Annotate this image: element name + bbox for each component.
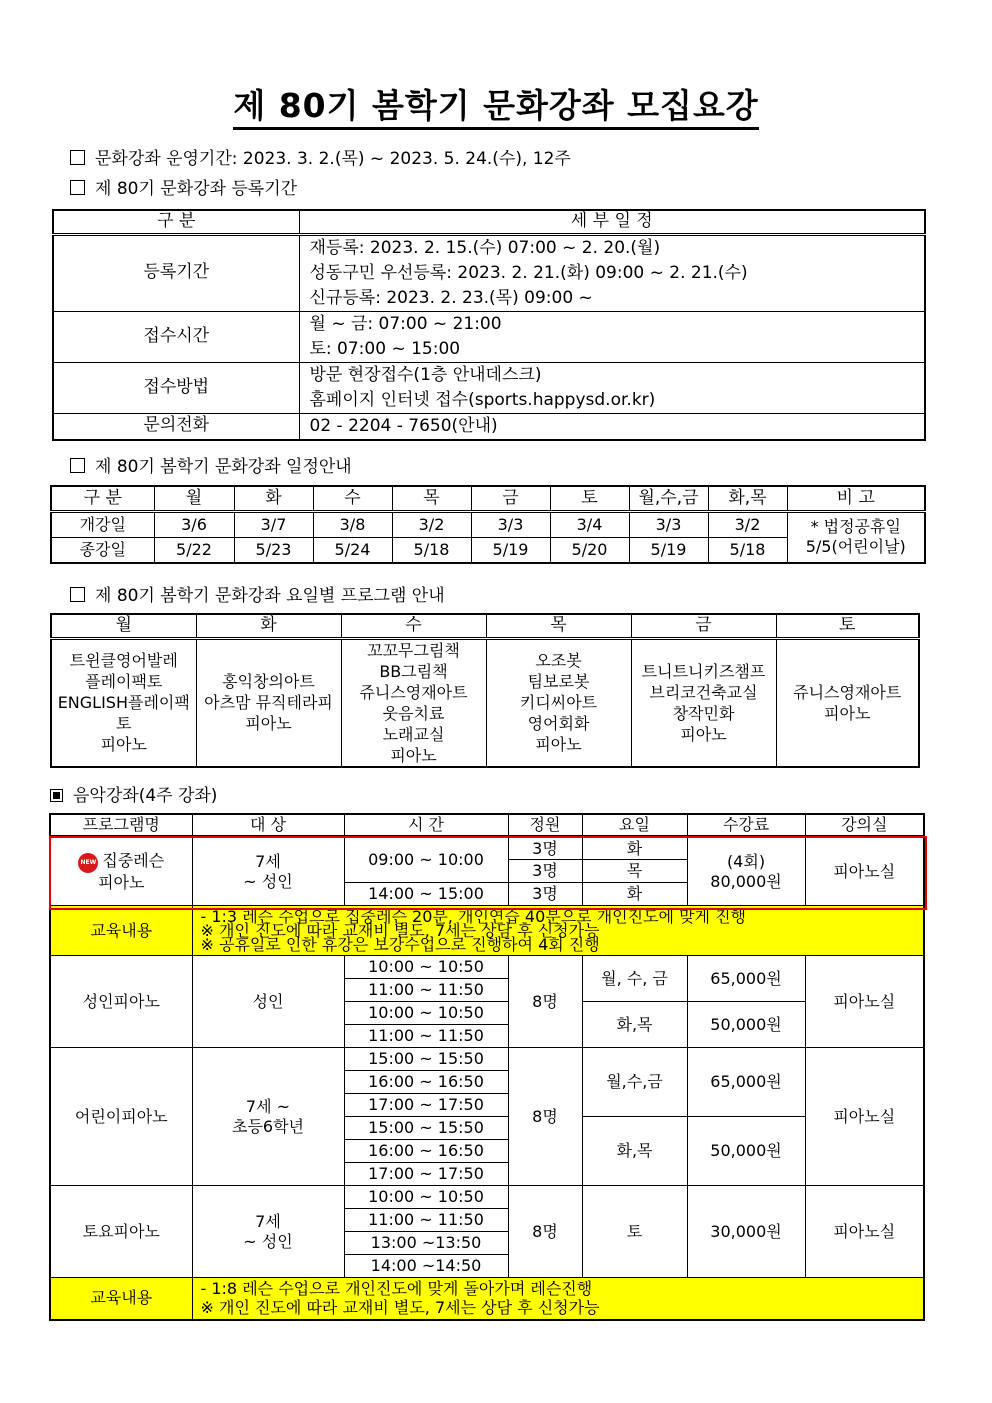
time-cell: 11:00 ~ 11:50: [344, 979, 508, 1002]
registration-heading: 제 80기 문화강좌 등록기간: [70, 174, 297, 199]
header-cell: 토: [550, 486, 629, 511]
row-label: 개강일: [51, 511, 154, 537]
reg-detail: 재등록: 2023. 2. 15.(수) 07:00 ~ 2. 20.(월) 성동구민 우선등록: 2023. 2. 21.(화) 09:00 ~ 2. 21.(수) 신규등록: 2023. 2. 23.(목) 09:00 ~: [299, 234, 925, 311]
header-cell: 화: [196, 614, 341, 638]
day-cell: 화: [582, 883, 687, 906]
row-label: 종강일: [51, 537, 154, 563]
checkbox-icon: [70, 150, 85, 165]
period-line: 문화강좌 운영기간: 2023. 3. 2.(목) ~ 2023. 5. 24.(수), 12주: [70, 144, 571, 169]
target-cell: 성인: [192, 956, 344, 1048]
date-cell: 3/3: [629, 511, 708, 537]
header-cell: 대 상: [192, 814, 344, 837]
header-cell: 시 간: [344, 814, 508, 837]
day-cell: 목: [582, 860, 687, 883]
header-cell: 목: [392, 486, 471, 511]
capacity-cell: 8명: [508, 1048, 582, 1186]
capacity-cell: 3명: [508, 860, 582, 883]
date-cell: 3/2: [392, 511, 471, 537]
program-cell: 트윈클영어발레 플레이팩토 ENGLISH플레이팩토 피아노: [51, 638, 196, 767]
room-cell: 피아노실: [805, 1048, 924, 1186]
header-cell: 강의실: [805, 814, 924, 837]
day-cell: 토: [582, 1186, 687, 1278]
reg-detail: 월 ~ 금: 07:00 ~ 21:00 토: 07:00 ~ 15:00: [299, 311, 925, 362]
registration-table: [52, 209, 926, 441]
time-cell: 15:00 ~ 15:50: [344, 1048, 508, 1071]
schedule-heading: 제 80기 봄학기 문화강좌 일정안내: [70, 452, 352, 477]
music-table: [49, 813, 925, 1321]
date-cell: 5/18: [708, 537, 787, 563]
time-cell: 09:00 ~ 10:00: [344, 837, 508, 883]
capacity-cell: 3명: [508, 837, 582, 860]
new-badge-icon: NEW: [78, 853, 98, 873]
program-name: 성인피아노: [50, 956, 192, 1048]
checkbox-icon: [70, 458, 85, 473]
day-cell: 화,목: [582, 1002, 687, 1048]
room-cell: 피아노실: [805, 837, 924, 906]
header-cell: 요일: [582, 814, 687, 837]
time-cell: 17:00 ~ 17:50: [344, 1094, 508, 1117]
schedule-table: [50, 485, 926, 564]
day-cell: 월,수,금: [582, 1048, 687, 1117]
time-cell: 15:00 ~ 15:50: [344, 1117, 508, 1140]
time-cell: 14:00 ~ 15:00: [344, 883, 508, 906]
music-heading: 음악강좌(4주 강좌): [50, 781, 217, 806]
reg-detail: 방문 현장접수(1층 안내데스크) 홈페이지 인터넷 접수(sports.happysd.or.kr): [299, 362, 925, 413]
time-cell: 10:00 ~ 10:50: [344, 1002, 508, 1025]
reg-label: 접수시간: [53, 311, 299, 362]
header-cell: 목: [486, 614, 631, 638]
header-cell: 구 분: [51, 486, 154, 511]
header-cell: 세 부 일 정: [299, 210, 925, 234]
program-name: 어린이피아노: [50, 1048, 192, 1186]
time-cell: 10:00 ~ 10:50: [344, 956, 508, 979]
filled-square-icon: [50, 789, 63, 802]
header-cell: 화,목: [708, 486, 787, 511]
header-cell: 금: [471, 486, 550, 511]
time-cell: 13:00 ~13:50: [344, 1232, 508, 1255]
date-cell: 5/19: [629, 537, 708, 563]
fee-cell: 50,000원: [687, 1117, 805, 1186]
time-cell: 16:00 ~ 16:50: [344, 1140, 508, 1163]
header-cell: 금: [631, 614, 776, 638]
date-cell: 5/20: [550, 537, 629, 563]
edu-label: 교육내용: [50, 906, 192, 956]
capacity-cell: 8명: [508, 1186, 582, 1278]
header-cell: 수: [341, 614, 486, 638]
header-cell: 월: [51, 614, 196, 638]
date-cell: 5/24: [313, 537, 392, 563]
time-cell: 14:00 ~14:50: [344, 1255, 508, 1278]
capacity-cell: 3명: [508, 883, 582, 906]
time-cell: 17:00 ~ 17:50: [344, 1163, 508, 1186]
fee-cell: (4회) 80,000원: [687, 837, 805, 906]
header-cell: 수강료: [687, 814, 805, 837]
reg-label: 등록기간: [53, 234, 299, 311]
target-cell: 7세 ~ 초등6학년: [192, 1048, 344, 1186]
program-name: NEW 집중레슨 피아노: [50, 837, 192, 906]
time-cell: 16:00 ~ 16:50: [344, 1071, 508, 1094]
date-cell: 3/4: [550, 511, 629, 537]
capacity-cell: 8명: [508, 956, 582, 1048]
reg-label: 접수방법: [53, 362, 299, 413]
date-cell: 5/23: [234, 537, 313, 563]
program-cell: 오조봇 팀보로봇 키디씨아트 영어회화 피아노: [486, 638, 631, 767]
target-cell: 7세 ~ 성인: [192, 1186, 344, 1278]
header-cell: 구 분: [53, 210, 299, 234]
reg-detail: 02 - 2204 - 7650(안내): [299, 413, 925, 440]
day-cell: 화,목: [582, 1117, 687, 1186]
header-cell: 월: [154, 486, 234, 511]
edu-label: 교육내용: [50, 1278, 192, 1320]
program-cell: 홍익창의아트 아츠맘 뮤직테라피 피아노: [196, 638, 341, 767]
program-table: [50, 613, 920, 768]
day-cell: 월, 수, 금: [582, 956, 687, 1002]
program-cell: 꼬꼬무그림책 BB그림책 쥬니스영재아트 웃음치료 노래교실 피아노: [341, 638, 486, 767]
time-cell: 11:00 ~ 11:50: [344, 1209, 508, 1232]
date-cell: 5/22: [154, 537, 234, 563]
edu-content: - 1:8 레슨 수업으로 개인진도에 맞게 돌아가며 레슨진행 ※ 개인 진도에 따라 교재비 별도, 7세는 상담 후 신청가능: [192, 1278, 924, 1320]
date-cell: 5/18: [392, 537, 471, 563]
program-name: 토요피아노: [50, 1186, 192, 1278]
date-cell: 3/2: [708, 511, 787, 537]
program-cell: 쥬니스영재아트 피아노: [776, 638, 919, 767]
fee-cell: 50,000원: [687, 1002, 805, 1048]
time-cell: 11:00 ~ 11:50: [344, 1025, 508, 1048]
reg-label: 문의전화: [53, 413, 299, 440]
date-cell: 3/7: [234, 511, 313, 537]
date-cell: 3/6: [154, 511, 234, 537]
checkbox-icon: [70, 587, 85, 602]
room-cell: 피아노실: [805, 956, 924, 1048]
header-cell: 토: [776, 614, 919, 638]
room-cell: 피아노실: [805, 1186, 924, 1278]
day-cell: 화: [582, 837, 687, 860]
date-cell: 5/19: [471, 537, 550, 563]
fee-cell: 65,000원: [687, 1048, 805, 1117]
header-cell: 정원: [508, 814, 582, 837]
date-cell: 3/8: [313, 511, 392, 537]
header-cell: 수: [313, 486, 392, 511]
fee-cell: 65,000원: [687, 956, 805, 1002]
header-cell: 화: [234, 486, 313, 511]
checkbox-icon: [70, 180, 85, 195]
target-cell: 7세 ~ 성인: [192, 837, 344, 906]
program-heading: 제 80기 봄학기 문화강좌 요일별 프로그램 안내: [70, 581, 445, 606]
header-cell: 프로그램명: [50, 814, 192, 837]
program-cell: 트니트니키즈챔프 브리코건축교실 창작민화 피아노: [631, 638, 776, 767]
date-cell: 3/3: [471, 511, 550, 537]
page-title: 제 80기 봄학기 문화강좌 모집요강: [0, 80, 992, 127]
fee-cell: 30,000원: [687, 1186, 805, 1278]
header-cell: 비 고: [787, 486, 925, 511]
edu-content: - 1:3 레슨 수업으로 집중레슨 20분, 개인연습 40분으로 개인진도에 맞게 진행 ※ 개인 진도에 따라 교재비 별도, 7세는 상담 후 신청가능 ※ 공휴일로 인한 휴강은 보강수업으로 진행하여 4회 진행: [192, 906, 924, 956]
header-cell: 월,수,금: [629, 486, 708, 511]
note-cell: * 법정공휴일 5/5(어린이날): [787, 511, 925, 563]
time-cell: 10:00 ~ 10:50: [344, 1186, 508, 1209]
